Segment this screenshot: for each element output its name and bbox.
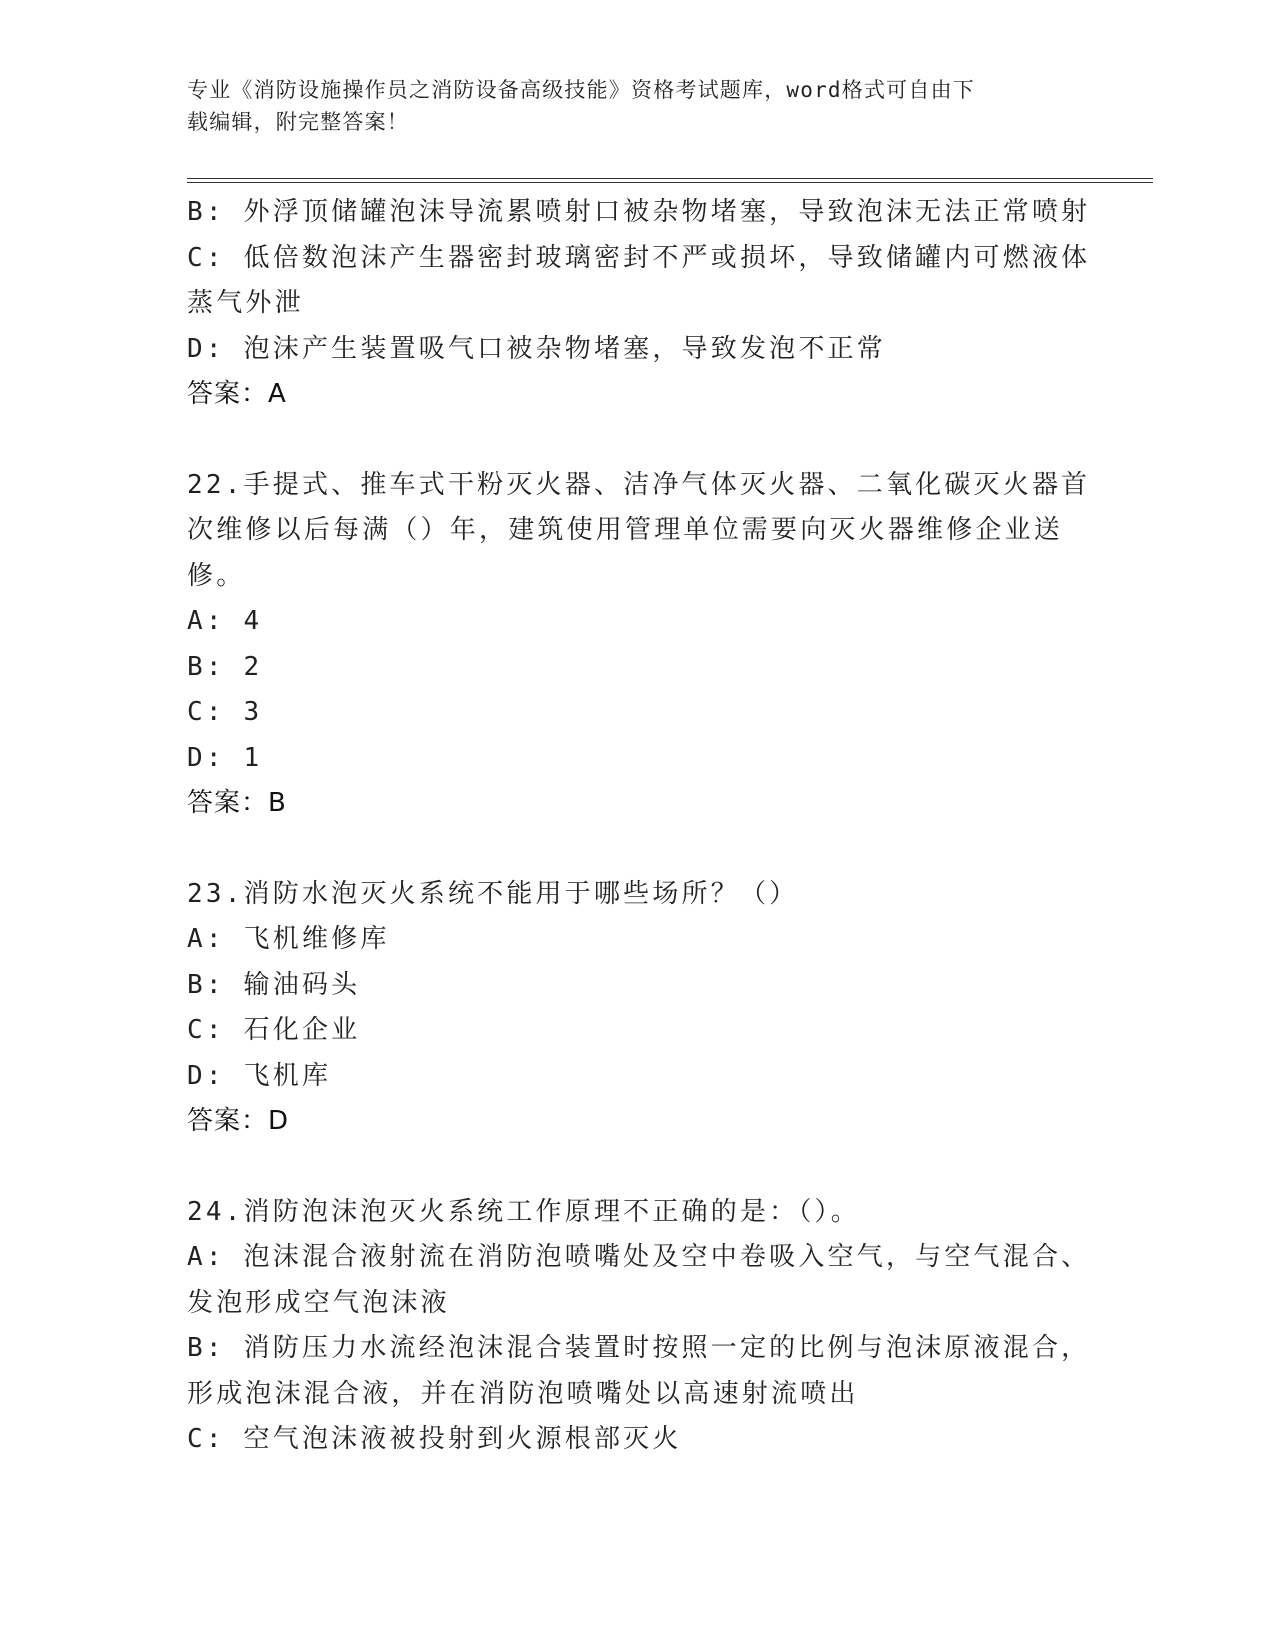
spacer <box>187 827 1087 872</box>
question-list <box>187 190 1091 1463</box>
question-21-tail <box>187 190 1091 418</box>
answer: 答案：A <box>187 379 287 409</box>
option-c: C: 3 <box>187 697 263 727</box>
option-a-continued: 发泡形成空气泡沫液 <box>187 1287 450 1318</box>
question-stem-continued: 修。 <box>187 560 246 591</box>
question-23 <box>187 872 1087 1145</box>
option-c: C: 石化企业 <box>187 1015 361 1045</box>
option-c: C: 低倍数泡沫产生器密封玻璃密封不严或损坏，导致储罐内可燃液体 <box>187 242 1091 273</box>
question-22 <box>187 463 1091 827</box>
option-b: B: 外浮顶储罐泡沫导流累喷射口被杂物堵塞，导致泡沫无法正常喷射 <box>187 197 1091 227</box>
header-line-1: 专业《消防设施操作员之消防设备高级技能》资格考试题库，word格式可自由下 <box>187 78 975 102</box>
header-divider-top <box>187 178 1153 179</box>
question-stem-continued: 次维修以后每满（）年，建筑使用管理单位需要向灭火器维修企业送 <box>187 515 1064 545</box>
option-c-continued: 蒸气外泄 <box>187 288 304 318</box>
option-a: A: 飞机维修库 <box>187 924 390 954</box>
option-b-continued: 形成泡沫混合液，并在消防泡喷嘴处以高速射流喷出 <box>187 1378 859 1409</box>
option-b: B: 消防压力水流经泡沫混合装置时按照一定的比例与泡沫原液混合， <box>187 1333 1091 1363</box>
option-b: B: 输油码头 <box>187 969 361 1000</box>
question-stem: 24.消防泡沫泡灭火系统工作原理不正确的是：（）。 <box>187 1196 860 1227</box>
spacer <box>187 418 1087 463</box>
spacer <box>187 1145 1087 1190</box>
question-24 <box>187 1190 1091 1463</box>
answer: 答案：B <box>187 788 287 818</box>
question-stem: 23.消防水泡灭火系统不能用于哪些场所？（） <box>187 878 799 909</box>
option-c: C: 空气泡沫液被投射到火源根部灭火 <box>187 1424 682 1454</box>
answer: 答案：D <box>187 1106 290 1136</box>
header-line-2: 载编辑，附完整答案！ <box>187 110 409 134</box>
header-divider-bottom <box>187 182 1153 183</box>
document-header <box>187 74 1067 138</box>
question-stem: 22.手提式、推车式干粉灭火器、洁净气体灭火器、二氧化碳灭火器首 <box>187 469 1091 500</box>
option-d: D: 1 <box>187 742 263 773</box>
option-a: A: 4 <box>187 606 263 636</box>
option-a: A: 泡沫混合液射流在消防泡喷嘴处及空中卷吸入空气，与空气混合、 <box>187 1242 1091 1272</box>
option-d: D: 飞机库 <box>187 1060 332 1091</box>
option-d: D: 泡沫产生装置吸气口被杂物堵塞，导致发泡不正常 <box>187 333 886 364</box>
option-b: B: 2 <box>187 651 263 682</box>
